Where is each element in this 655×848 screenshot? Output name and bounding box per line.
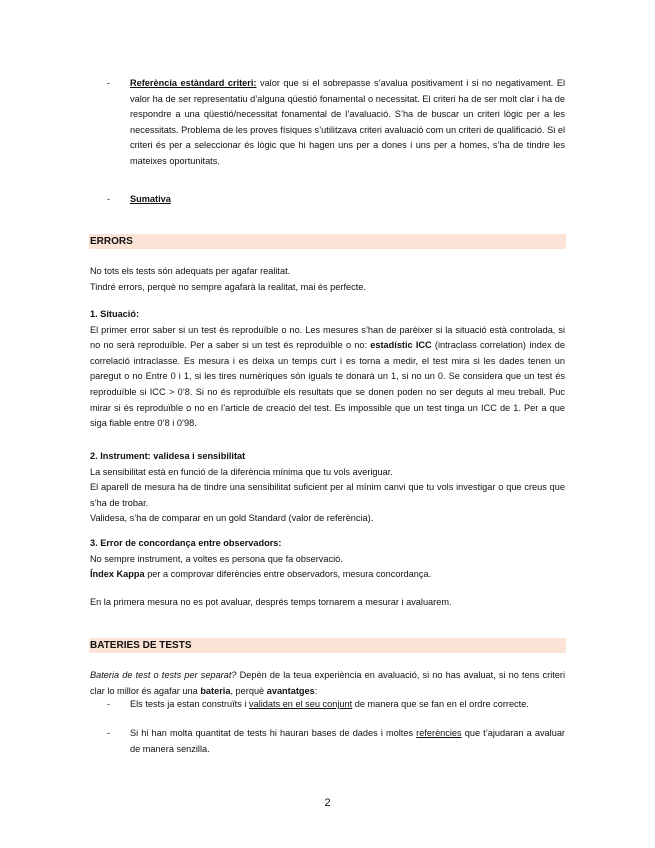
bullet-dash: - (107, 699, 111, 709)
bullet-dash: - (107, 78, 111, 88)
concordanca-line: No sempre instrument, a voltes es persona que fa observació. (90, 553, 343, 564)
instrument-line: Validesa, s’ha de comparar en un gold Standard (valor de referència). (90, 513, 374, 524)
situacio-text-b: (intraclass correlation) índex de correlació intraclasse. Es mesura i es deixa un temps curt i es torna a medir, el test mira si les dades tenen un paregut o no Entre 0 i 1, si les tires numèriques són iguals te donarà un 1, si no un 0. Se considera que un test és reproduïble si ICC > 0’8. Si no és reproduïble els resultats que se donen poden no ser deguts al meu treball. Puc mirar si és reproduïble o no en l’article de creació del test. Es impossible que un test tinga un ICC de 1. Per a que siga fiable entre 0’8 i 0’98. (90, 340, 566, 429)
concordanca-title: 3. Error de concordança entre observadors: (90, 538, 282, 548)
errors-situacio (90, 307, 565, 432)
b1-text-a: Els tests ja estan construïts i (130, 699, 249, 709)
bullet-criterion-text: valor que si el sobrepasse s’avalua positivament i si no negativament. El valor ha de ser representatiu d’alguna qüestió fonamental o necessitat. El criteri ha de ser molt clar i ha de respondre a una qüestió/necessitat fonamental de l’avaluació. S’ha de buscar un criteri lògic per a les necessitats. Problema de les proves físiques s’utilitzava criteri avaluació com un criteri de qualificació. Si el criteri és per a seleccionar és lògic que hi hagen uns per a dones i uns per a homes, s’ha de tindre les mateixes oportunitats. (130, 78, 565, 166)
kappa-text: per a comprovar diferències entre observadors, mesura concordança. (144, 569, 432, 580)
b2-text-a: Si hi han molta quantitat de tests hi hauran bases de dades i moltes (130, 728, 417, 738)
situacio-bold: estadístic ICC (370, 340, 432, 351)
instrument-line: El aparell de mesura ha de tindre una sensibilitat suficient per al mínim canvi que tu vols investigar o que creus que s’ha de trobar. (90, 482, 565, 508)
bullet-sumativa (103, 192, 565, 208)
b2-underlined: referències (416, 728, 462, 738)
bullet-sumativa-title: Sumativa (130, 194, 171, 204)
errors-intro (90, 264, 565, 295)
b2-text-b: que t’ajudaran a avaluar de manera senzilla. (130, 728, 565, 754)
section-heading-errors: ERRORS (89, 234, 566, 249)
situacio-title: 1. Situació: (90, 309, 140, 319)
situacio-text-a: El primer error saber si un test és reproduïble o no. Les mesures s’han de parèixer si la situació està controlada, si no no serà reproduïble. Per a saber si un test és reproduïble o no: (90, 324, 565, 351)
kappa-bold: Índex Kappa (90, 569, 145, 580)
bateries-intro-italic: Bateria de test o tests per separat? (90, 670, 237, 680)
page-number: 2 (324, 797, 331, 809)
bullet-criterion (103, 76, 565, 170)
bateries-bold-bateria: bateria (200, 685, 231, 696)
bateries-bullet-2 (103, 726, 565, 757)
bateries-intro-text: Depèn de la teua experiència en avaluació, si no has avaluat, si no tens criteri clar lo millor és agafar una (90, 670, 566, 696)
bateries-bullet-1 (103, 697, 565, 713)
bullet-criterion-title: Referència estàndard criteri: (130, 78, 257, 88)
instrument-title: 2. Instrument: validesa i sensibilitat (90, 451, 246, 461)
bullet-dash: - (107, 194, 111, 204)
errors-intro-line: Tindré errors, perquè no sempre agafarà la realitat, mai és perfecte. (90, 281, 366, 292)
errors-concordanca (90, 536, 565, 583)
section-heading-bateries: BATERIES DE TESTS (89, 638, 566, 653)
bateries-intro-text3: : (314, 685, 318, 696)
b1-underlined: validats en el seu conjunt (248, 699, 353, 709)
errors-closing-line: En la primera mesura no es pot avaluar, després temps tornarem a mesurar i avaluarem. (90, 597, 452, 607)
instrument-line: La sensibilitat està en funció de la diferència mínima que tu vols averiguar. (90, 466, 393, 477)
bateries-intro (90, 668, 565, 699)
bateries-bold-avantatges: avantatges (266, 685, 315, 696)
errors-intro-line: No tots els tests són adequats per agafar realitat. (90, 266, 291, 276)
bateries-intro-text2: , perquè (230, 685, 267, 696)
bullet-dash: - (107, 728, 111, 738)
b1-text-b: de manera que se fan en el ordre correcte. (352, 699, 529, 709)
errors-instrument (90, 449, 565, 527)
errors-closing (90, 595, 565, 611)
